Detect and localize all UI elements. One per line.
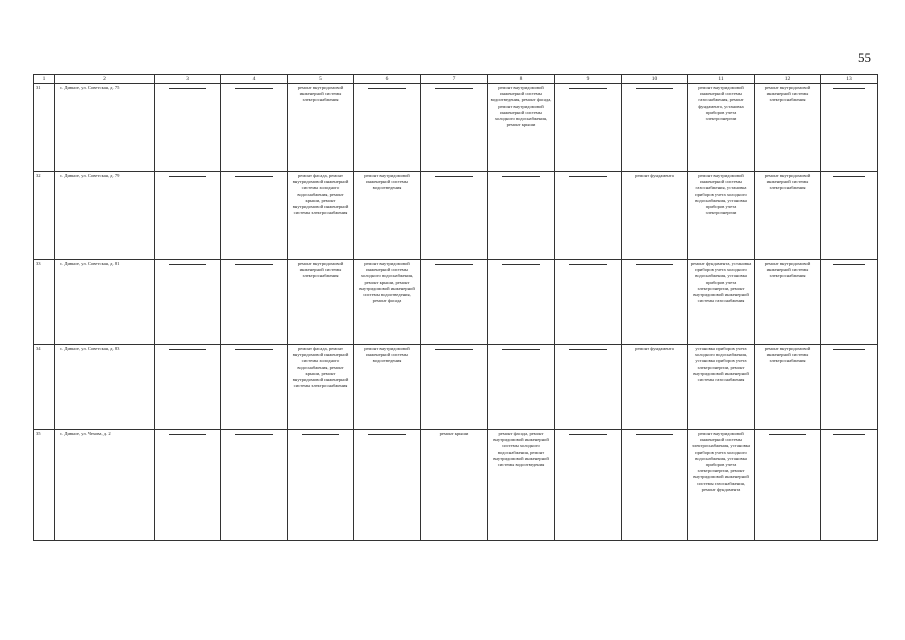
work-cell-col-12 [755, 345, 821, 430]
work-cell-col-10 [622, 260, 688, 345]
row-number: 33 [36, 261, 41, 266]
work-cell-col-7 [421, 260, 488, 345]
work-cell-col-6 [354, 345, 421, 430]
address-text: с. Дивное, ул. Советская, д. 75 [60, 85, 120, 90]
empty-dash-mark [833, 349, 865, 350]
row-number: 35 [36, 431, 41, 436]
address-text: с. Дивное, ул. Советская, д. 81 [60, 261, 120, 266]
work-cell-col-6 [354, 260, 421, 345]
work-cell-col-5 [288, 172, 354, 260]
work-cell-col-10 [622, 84, 688, 172]
work-cell-col-12 [755, 172, 821, 260]
work-cell-col-4 [221, 430, 288, 541]
empty-dash-mark [169, 434, 207, 435]
work-cell-col-3 [155, 345, 221, 430]
table-row [34, 172, 878, 260]
column-header-13: 13 [821, 75, 878, 84]
work-cell-col-6 [354, 172, 421, 260]
address-text: с. Дивное, ул. Советская, д. 83 [60, 346, 120, 351]
work-description: ремонт внутридомовой инженерной системы электроснабжения [764, 85, 811, 103]
empty-dash-mark [636, 434, 674, 435]
address-cell [55, 84, 155, 172]
work-description: ремонт фундамента [635, 173, 674, 178]
work-description: ремонт фасада, ремонт внутридомовой инженерной системы холодного водоснабжения, ремонт крыши, ремонт внутридомовой инженерной системы электроснабжения [292, 173, 349, 216]
column-header-1: 1 [34, 75, 55, 84]
work-description: ремонт внутридомовой инженерной системы электроснабжения [297, 261, 344, 279]
work-cell-col-11 [688, 345, 755, 430]
empty-dash-mark [833, 176, 865, 177]
work-cell-col-8 [488, 172, 555, 260]
column-header-7: 7 [421, 75, 488, 84]
work-cell-col-3 [155, 260, 221, 345]
empty-dash-mark [502, 349, 540, 350]
work-cell-col-13 [821, 260, 878, 345]
column-header-5: 5 [288, 75, 354, 84]
row-number-cell [34, 430, 55, 541]
work-cell-col-3 [155, 430, 221, 541]
work-description: ремонт внутридомовой инженерной системы газоснабжения, ремонт фундамента, установка приборов учета электроэнергии [698, 85, 744, 122]
empty-dash-mark [368, 434, 406, 435]
work-cell-col-9 [555, 430, 622, 541]
empty-dash-mark [502, 176, 540, 177]
work-cell-col-3 [155, 172, 221, 260]
work-description: ремонт внутридомовой инженерной системы водоотведения, ремонт фасада, ремонт внутридомовой инженерной системы холодного водоснабжения, ремонт крыши [490, 85, 552, 128]
work-description: ремонт внутридомовой инженерной системы электроснабжения [297, 85, 344, 103]
empty-dash-mark [302, 434, 340, 435]
address-cell [55, 345, 155, 430]
table-row [34, 84, 878, 172]
empty-dash-mark [636, 264, 674, 265]
work-cell-col-13 [821, 345, 878, 430]
work-description: ремонт фасада, ремонт внутридомовой инженерной системы холодного водоснабжения, ремонт внутридомовой инженерной системы водоотведения [493, 431, 549, 468]
empty-dash-mark [569, 264, 607, 265]
work-cell-col-6 [354, 430, 421, 541]
work-cell-col-11 [688, 260, 755, 345]
work-cell-col-11 [688, 172, 755, 260]
work-cell-col-13 [821, 430, 878, 541]
work-cell-col-10 [622, 172, 688, 260]
column-header-2: 2 [55, 75, 155, 84]
work-description: ремонт внутридомовой инженерной системы электроснабжения [764, 261, 811, 279]
empty-dash-mark [169, 88, 207, 89]
work-cell-col-7 [421, 84, 488, 172]
work-cell-col-3 [155, 84, 221, 172]
row-number-cell [34, 172, 55, 260]
work-cell-col-13 [821, 84, 878, 172]
repair-schedule-table-wrapper [33, 74, 867, 539]
work-cell-col-5 [288, 430, 354, 541]
empty-dash-mark [235, 434, 273, 435]
row-number: 32 [36, 173, 41, 178]
work-cell-col-4 [221, 260, 288, 345]
empty-dash-mark [235, 264, 273, 265]
page-number: 55 [858, 50, 871, 65]
work-cell-col-6 [354, 84, 421, 172]
row-number-cell [34, 260, 55, 345]
empty-dash-mark [368, 88, 406, 89]
empty-dash-mark [169, 176, 207, 177]
work-cell-col-12 [755, 260, 821, 345]
work-cell-col-12 [755, 84, 821, 172]
empty-dash-mark [569, 349, 607, 350]
address-cell [55, 260, 155, 345]
work-cell-col-11 [688, 430, 755, 541]
empty-dash-mark [435, 349, 473, 350]
header-row [34, 75, 878, 84]
row-number: 31 [36, 85, 41, 90]
work-cell-col-5 [288, 345, 354, 430]
empty-dash-mark [569, 176, 607, 177]
empty-dash-mark [435, 264, 473, 265]
empty-dash-mark [435, 88, 473, 89]
column-header-11: 11 [688, 75, 755, 84]
work-description: ремонт фундамента, установка приборов учета холодного водоснабжения, установка приборов учета электроэнергии, ремонт внутридомовой инженерной системы газоснабжения [690, 261, 752, 304]
work-description: установка приборов учета холодного водоснабжения, установка приборов учета электроэнергии, ремонт внутридомовой инженерной системы газоснабжения [693, 346, 749, 383]
work-cell-col-9 [555, 260, 622, 345]
column-header-6: 6 [354, 75, 421, 84]
address-cell [55, 430, 155, 541]
empty-dash-mark [169, 349, 207, 350]
empty-dash-mark [235, 88, 273, 89]
row-number: 34 [36, 346, 41, 351]
work-cell-col-4 [221, 345, 288, 430]
work-description: ремонт внутридомовой инженерной системы холодного водоснабжения, ремонт крыши, ремонт внутридомовой инженерной системы водоотведения, ремонт фасада [359, 261, 415, 304]
work-cell-col-8 [488, 84, 555, 172]
address-text: с. Дивное, ул. Чехова, д. 2 [60, 431, 111, 436]
empty-dash-mark [235, 176, 273, 177]
empty-dash-mark [769, 434, 807, 435]
empty-dash-mark [833, 88, 865, 89]
work-description: ремонт внутридомовой инженерной системы электроснабжения [764, 173, 811, 191]
work-description: ремонт внутридомовой инженерной системы водоотведения [364, 346, 410, 364]
work-cell-col-8 [488, 260, 555, 345]
column-header-8: 8 [488, 75, 555, 84]
row-number-cell [34, 84, 55, 172]
work-cell-col-10 [622, 345, 688, 430]
work-cell-col-8 [488, 430, 555, 541]
repair-schedule-table [33, 74, 878, 541]
empty-dash-mark [636, 88, 674, 89]
empty-dash-mark [235, 349, 273, 350]
work-description: ремонт фундамента [635, 346, 674, 351]
work-description: ремонт внутридомовой инженерной системы электроснабжения, установка приборов учета холодного водоснабжения, установка приборов учета электроэнергии, ремонт внутридомовой инженерной системы газоснабжения, ремонт фундамента [692, 431, 750, 492]
empty-dash-mark [502, 264, 540, 265]
work-cell-col-4 [221, 84, 288, 172]
table-body [34, 84, 878, 541]
work-cell-col-5 [288, 84, 354, 172]
work-description: ремонт крыши [439, 431, 469, 436]
work-description: ремонт внутридомовой инженерной системы газоснабжения, установка приборов учета холодного водоснабжения, установка приборов учета электроэнергии [695, 173, 747, 216]
empty-dash-mark [569, 88, 607, 89]
empty-dash-mark [833, 434, 865, 435]
work-cell-col-5 [288, 260, 354, 345]
work-description: ремонт фасада, ремонт внутридомовой инженерной системы холодного водоснабжения, ремонт крыши, ремонт внутридомовой инженерной системы электроснабжения [292, 346, 349, 389]
work-cell-col-13 [821, 172, 878, 260]
work-cell-col-9 [555, 345, 622, 430]
empty-dash-mark [435, 176, 473, 177]
work-cell-col-8 [488, 345, 555, 430]
row-number-cell [34, 345, 55, 430]
work-description: ремонт внутридомовой инженерной системы электроснабжения [764, 346, 811, 364]
empty-dash-mark [833, 264, 865, 265]
work-cell-col-7 [421, 345, 488, 430]
work-cell-col-11 [688, 84, 755, 172]
work-cell-col-7 [421, 172, 488, 260]
work-cell-col-12 [755, 430, 821, 541]
column-header-12: 12 [755, 75, 821, 84]
table-row [34, 260, 878, 345]
work-cell-col-7 [421, 430, 488, 541]
empty-dash-mark [569, 434, 607, 435]
column-header-9: 9 [555, 75, 622, 84]
table-row [34, 430, 878, 541]
work-cell-col-4 [221, 172, 288, 260]
address-text: с. Дивное, ул. Советская, д. 79 [60, 173, 120, 178]
work-cell-col-9 [555, 84, 622, 172]
work-cell-col-9 [555, 172, 622, 260]
work-cell-col-10 [622, 430, 688, 541]
table-row [34, 345, 878, 430]
address-cell [55, 172, 155, 260]
column-header-4: 4 [221, 75, 288, 84]
empty-dash-mark [169, 264, 207, 265]
column-header-3: 3 [155, 75, 221, 84]
work-description: ремонт внутридомовой инженерной системы водоотведения [364, 173, 410, 191]
column-header-10: 10 [622, 75, 688, 84]
